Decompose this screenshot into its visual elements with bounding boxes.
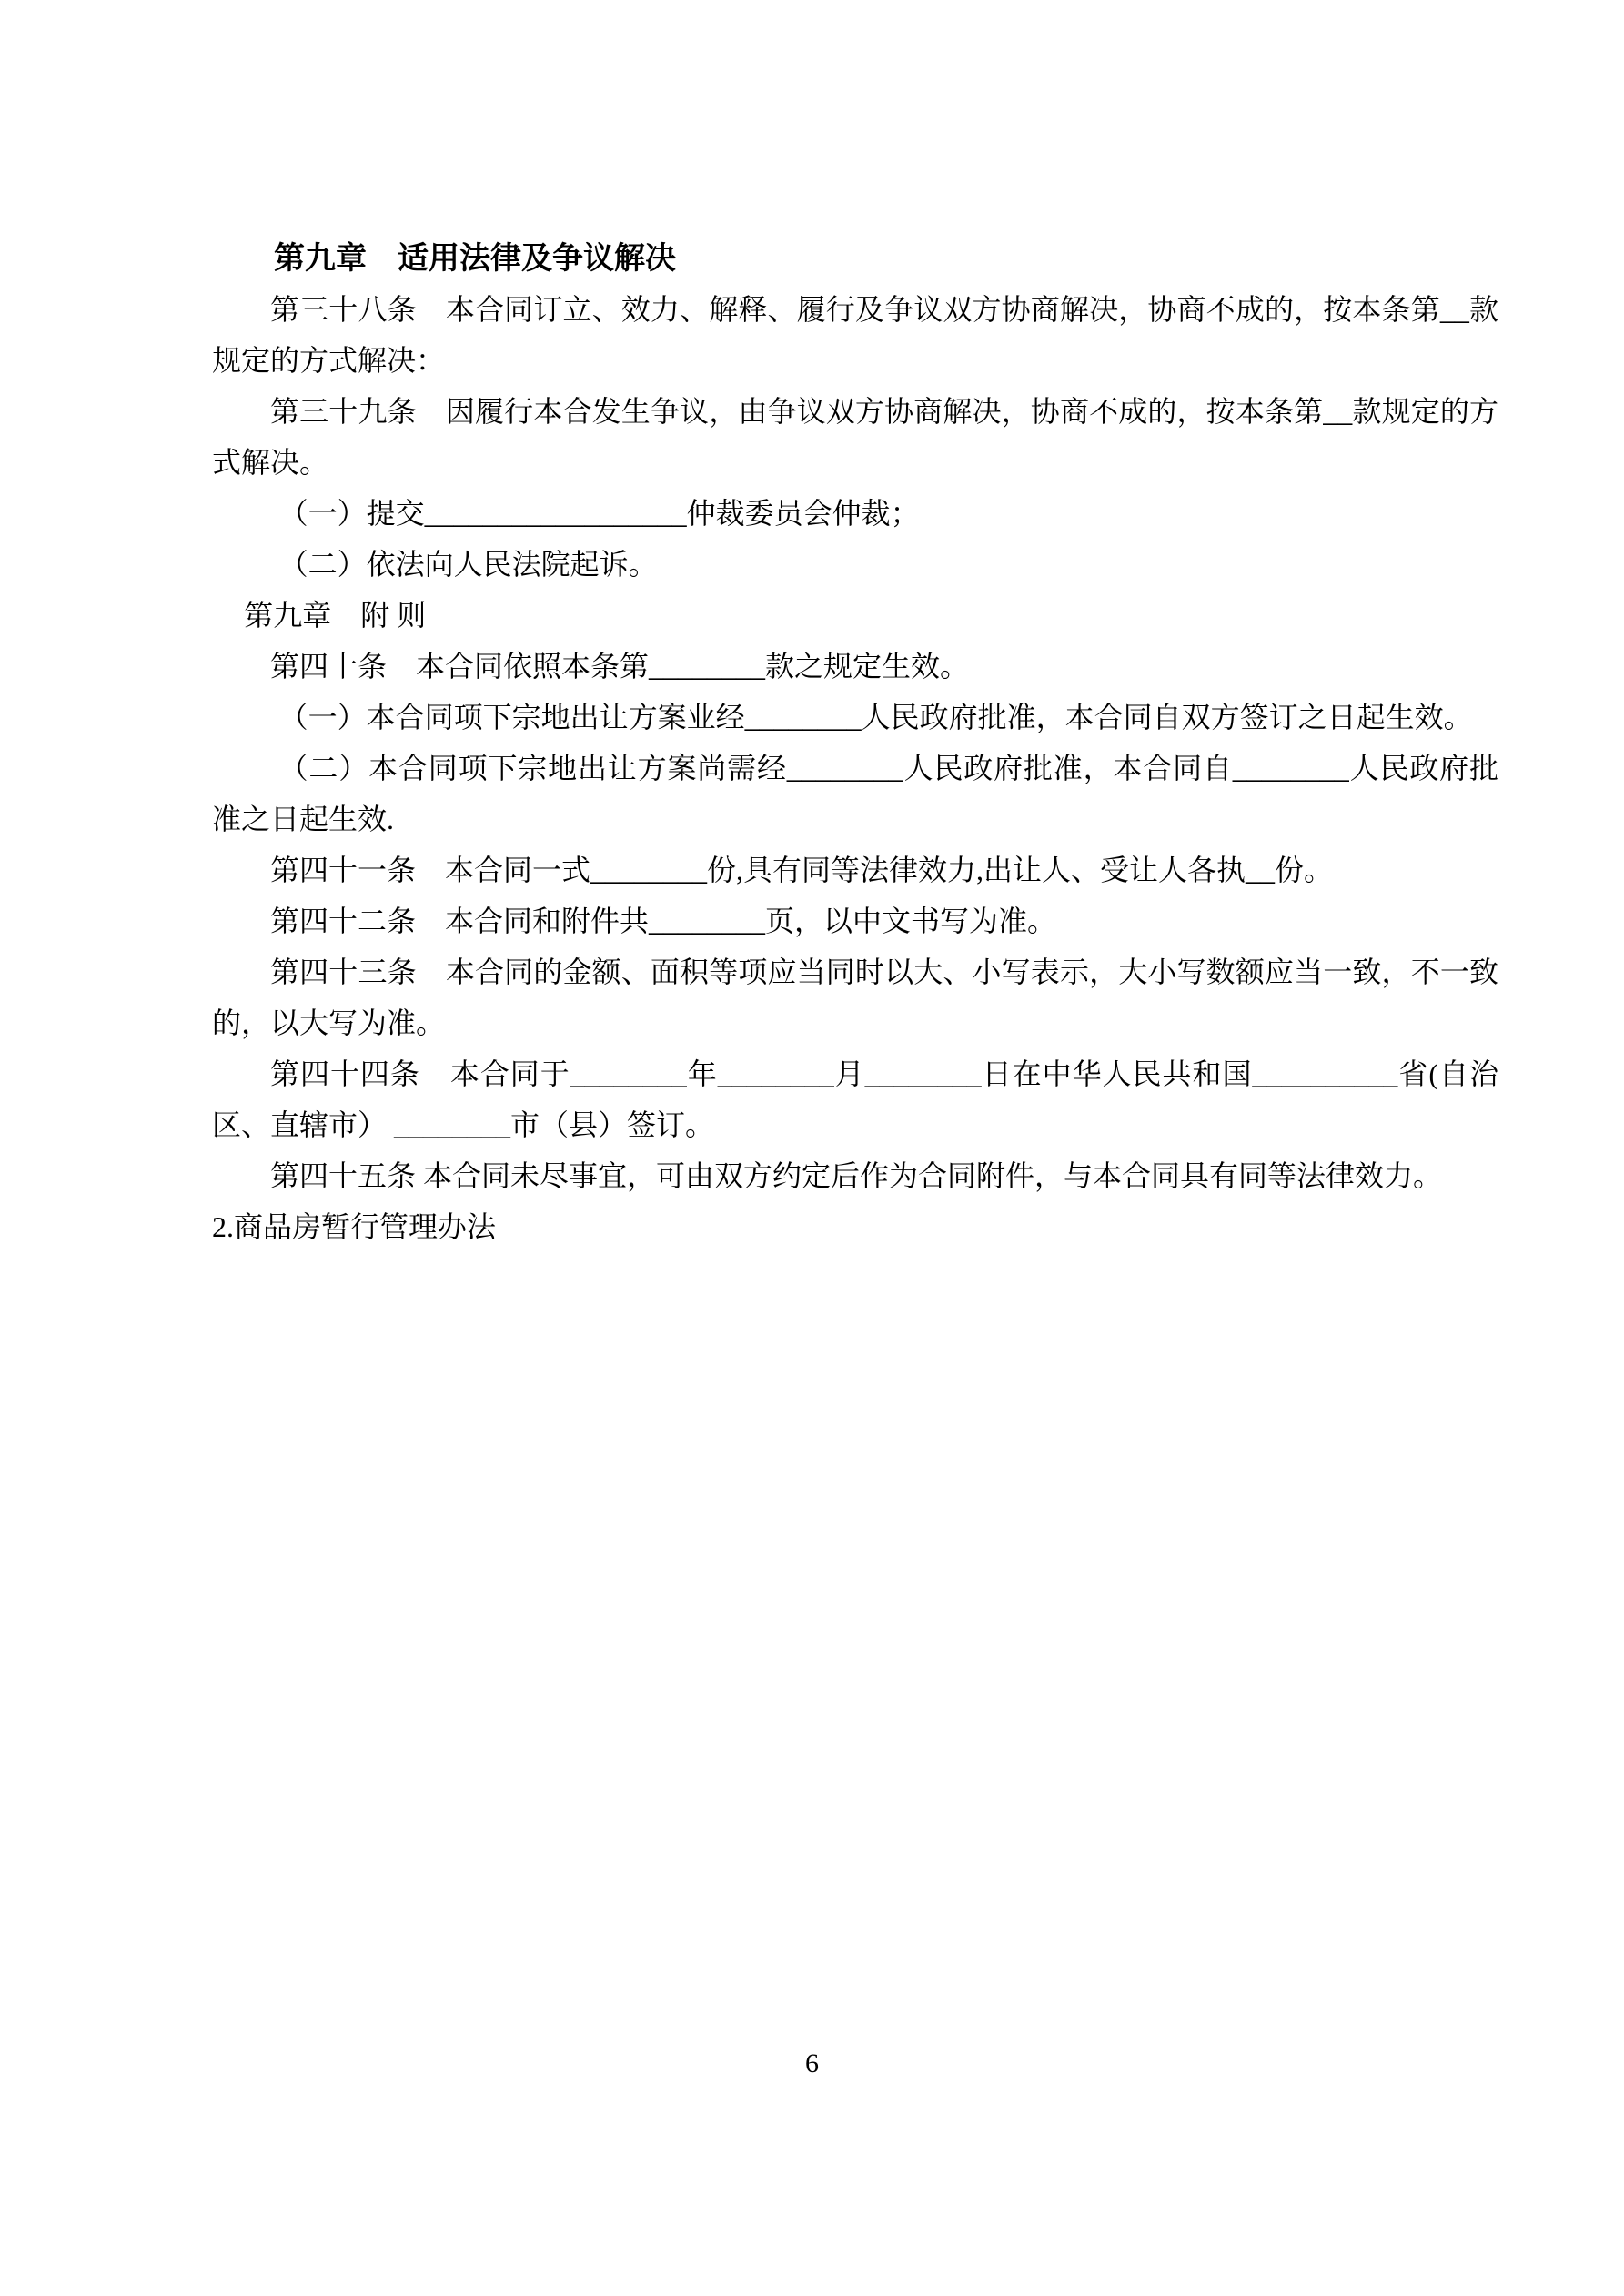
article-45: 第四十五条 本合同未尽事宜，可由双方约定后作为合同附件，与本合同具有同等法律效力。 [270, 1159, 1443, 1192]
item-1-approval: （一）本合同项下宗地出让方案业经________人民政府批准，本合同自双方签订之日起生效。 [278, 701, 1473, 733]
chapter-9-heading: 第九章 适用法律及争议解决 [274, 241, 676, 276]
article-40: 第四十条 本合同依照本条第________款之规定生效。 [270, 650, 970, 683]
article-41: 第四十一条 本合同一式________份,具有同等法律效力,出让人、受让人各执__份。 [270, 854, 1334, 886]
page-number: 6 [805, 2048, 819, 2079]
section-2-title: 2.商品房暂行管理办法 [212, 1210, 497, 1243]
item-2-court: （二）依法向人民法院起诉。 [278, 548, 658, 581]
item-1-arbitration: （一）提交__________________仲裁委员会仲裁； [278, 497, 920, 530]
article-44: 第四十四条 本合同于________年________月________日在中华人民共和国__________省(自治区、直辖市） ________市（县）签订。 [212, 1057, 1498, 1141]
document-body [212, 233, 1498, 1252]
article-39: 第三十九条 因履行本合发生争议，由争议双方协商解决，协商不成的，按本条第__款规定的方式解决。 [212, 395, 1498, 479]
annex-chapter-heading: 第九章 附 则 [244, 599, 427, 632]
item-2-approval: （二）本合同项下宗地出让方案尚需经________人民政府批准，本合同自________人民政府批准之日起生效. [212, 752, 1498, 835]
article-42: 第四十二条 本合同和附件共________页，以中文书写为准。 [270, 905, 1057, 937]
article-43: 第四十三条 本合同的金额、面积等项应当同时以大、小写表示，大小写数额应当一致，不一致的，以大写为准。 [212, 956, 1498, 1039]
article-38: 第三十八条 本合同订立、效力、解释、履行及争议双方协商解决，协商不成的，按本条第__款规定的方式解决： [212, 293, 1498, 377]
